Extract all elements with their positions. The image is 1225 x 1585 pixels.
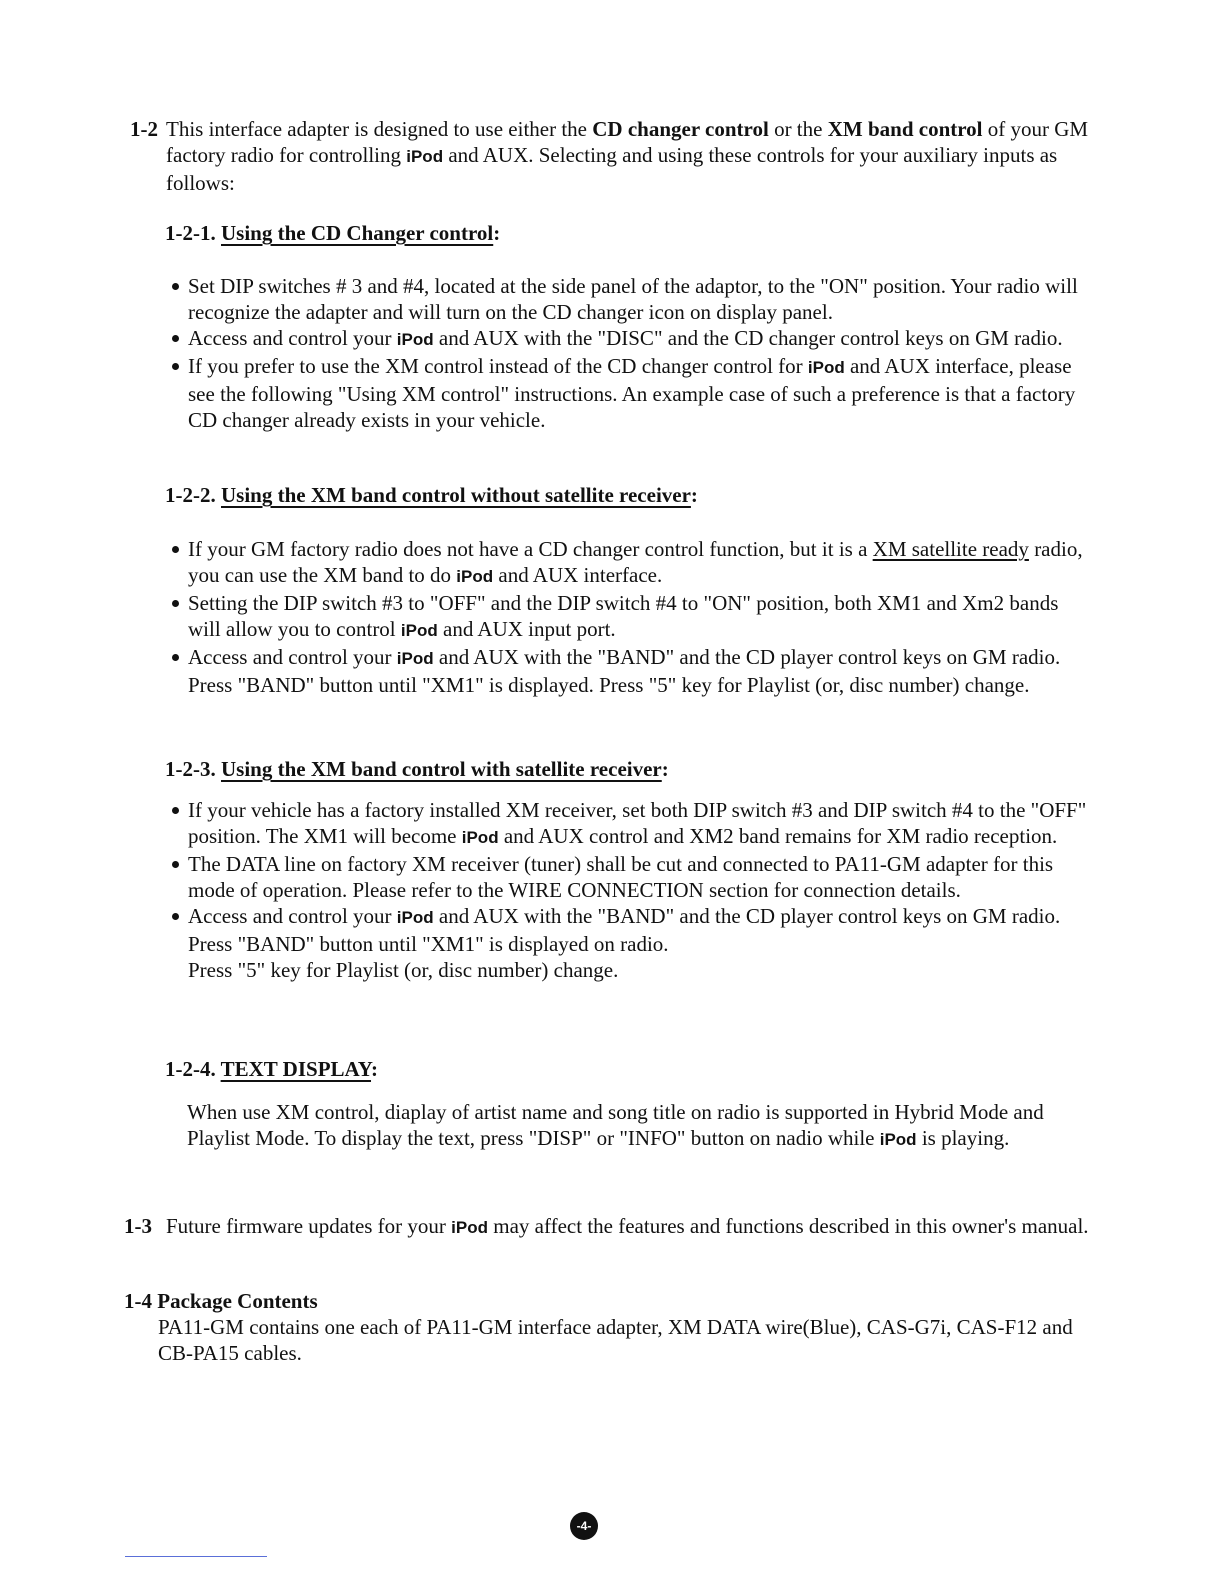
text: Access and control your [188,645,397,669]
heading-title: Using the XM band control with satellite receiver [221,757,662,781]
ipod-brand: iPod [456,567,494,586]
section-body [166,1213,1099,1241]
text: and AUX. Selecting and using these controls for your auxiliary inputs as follows: [166,143,1058,195]
text: and AUX with the "BAND" and the CD player control keys on GM radio. Press "BAND" button until "XM1" is displayed. Press "5" key for Playlist (or, disc number) change. [188,645,1061,697]
list-item [170,644,1095,698]
bullet-list-1-2-1 [170,273,1095,433]
text: is playing. [916,1126,1010,1150]
ipod-brand: iPod [396,908,434,927]
heading-number: 1-2-4. [165,1057,216,1081]
list-item [170,273,1095,325]
ipod-brand: iPod [396,649,434,668]
heading-1-2-2 [165,482,1095,508]
heading-number: 1-2-1. [165,221,216,245]
bullet-list-1-2-3 [170,797,1095,983]
ipod-brand: iPod [400,621,438,640]
section-body [166,116,1105,196]
heading-1-2-1 [165,220,1095,246]
text: The DATA line on factory XM receiver (tuner) shall be cut and connected to PA11-GM adapter for this mode of operation. Please refer to the WIRE CONNECTION section for connection details. [188,852,1054,902]
section-number: 1-3 [124,1214,152,1238]
section-1-4 [124,1288,1099,1366]
ipod-brand: iPod [396,330,434,349]
page-number: -4- [570,1512,598,1540]
list-item [170,325,1095,353]
text: and AUX interface, please see the following "Using XM control" instructions. An example case of such a preference is that a factory CD changer already exists in your vehicle. [188,354,1076,432]
ipod-brand: iPod [879,1130,917,1149]
heading-title: Using the XM band control without satellite receiver [221,483,691,507]
heading-1-2-4 [165,1056,1095,1082]
section-1-3 [124,1213,1099,1241]
bullet-list-1-2-2 [170,536,1095,698]
heading-colon: : [371,1057,379,1081]
text: Set DIP switches # 3 and #4, located at the side panel of the adaptor, to the "ON" position. Your radio will recognize the adapter and will turn on the CD changer icon on display panel. [188,274,1078,324]
section-heading [124,1288,1099,1314]
section-1-2 [130,116,1105,196]
text: Setting the DIP switch #3 to "OFF" and the DIP switch #4 to "ON" position, both XM1 and Xm2 bands will allow you to control [188,591,1059,641]
text: Access and control your [188,904,397,928]
section-number: 1-4 [124,1289,152,1313]
heading-colon: : [493,221,501,245]
text: and AUX control and XM2 band remains for XM radio reception. [498,824,1058,848]
heading-number: 1-2-2. [165,483,216,507]
ipod-brand: iPod [461,828,499,847]
heading-1-2-3 [165,756,1095,782]
text: Future firmware updates for your [166,1214,452,1238]
section-title: Package Contents [157,1289,318,1313]
text: Press "5" key for Playlist (or, disc number) change. [188,958,619,982]
text: or the [768,117,828,141]
xm-satellite-ready-term: XM satellite ready [872,537,1029,561]
text: of your GM factory radio for controlling [166,117,1089,167]
cd-changer-control-term: CD changer control [592,117,769,141]
section-number: 1-2 [130,117,158,141]
text: If your GM factory radio does not have a CD changer control function, but it is a [188,537,873,561]
heading-title: Using the CD Changer control [221,221,494,245]
text: and AUX input port. [437,617,616,641]
text: When use XM control, diaplay of artist name and song title on radio is supported in Hybrid Mode and Playlist Mode. To display the text, press "DISP" or "INFO" button on nadio while [187,1100,1044,1150]
xm-band-control-term: XM band control [827,117,983,141]
ipod-brand: iPod [406,147,444,166]
list-item [170,903,1095,983]
heading-number: 1-2-3. [165,757,216,781]
text: This interface adapter is designed to use either the [166,117,593,141]
heading-title: TEXT DISPLAY [220,1057,372,1081]
list-item [170,851,1095,903]
text: If you prefer to use the XM control instead of the CD changer control for [188,354,808,378]
text: and AUX with the "DISC" and the CD changer control keys on GM radio. [433,326,1063,350]
list-item [170,590,1095,644]
ipod-brand: iPod [807,358,845,377]
text-display-paragraph [187,1099,1092,1153]
text: and AUX with the "BAND" and the CD player control keys on GM radio. Press "BAND" button until "XM1" is displayed on radio. [188,904,1061,956]
text: radio, you can use the XM band to do [188,537,1083,587]
list-item [170,797,1095,851]
text: Access and control your [188,326,397,350]
footer-rule [125,1556,267,1557]
text: and AUX interface. [493,563,663,587]
ipod-brand: iPod [451,1218,489,1237]
list-item [170,353,1095,433]
package-contents-text: PA11-GM contains one each of PA11-GM interface adapter, XM DATA wire(Blue), CAS-G7i, CAS-F12 and CB-PA15 cables. [158,1315,1073,1365]
text: may affect the features and functions described in this owner's manual. [488,1214,1089,1238]
heading-colon: : [661,757,669,781]
heading-colon: : [690,483,698,507]
text: If your vehicle has a factory installed XM receiver, set both DIP switch #3 and DIP switch #4 to the "OFF" position. The XM1 will become [188,798,1087,848]
list-item [170,536,1095,590]
